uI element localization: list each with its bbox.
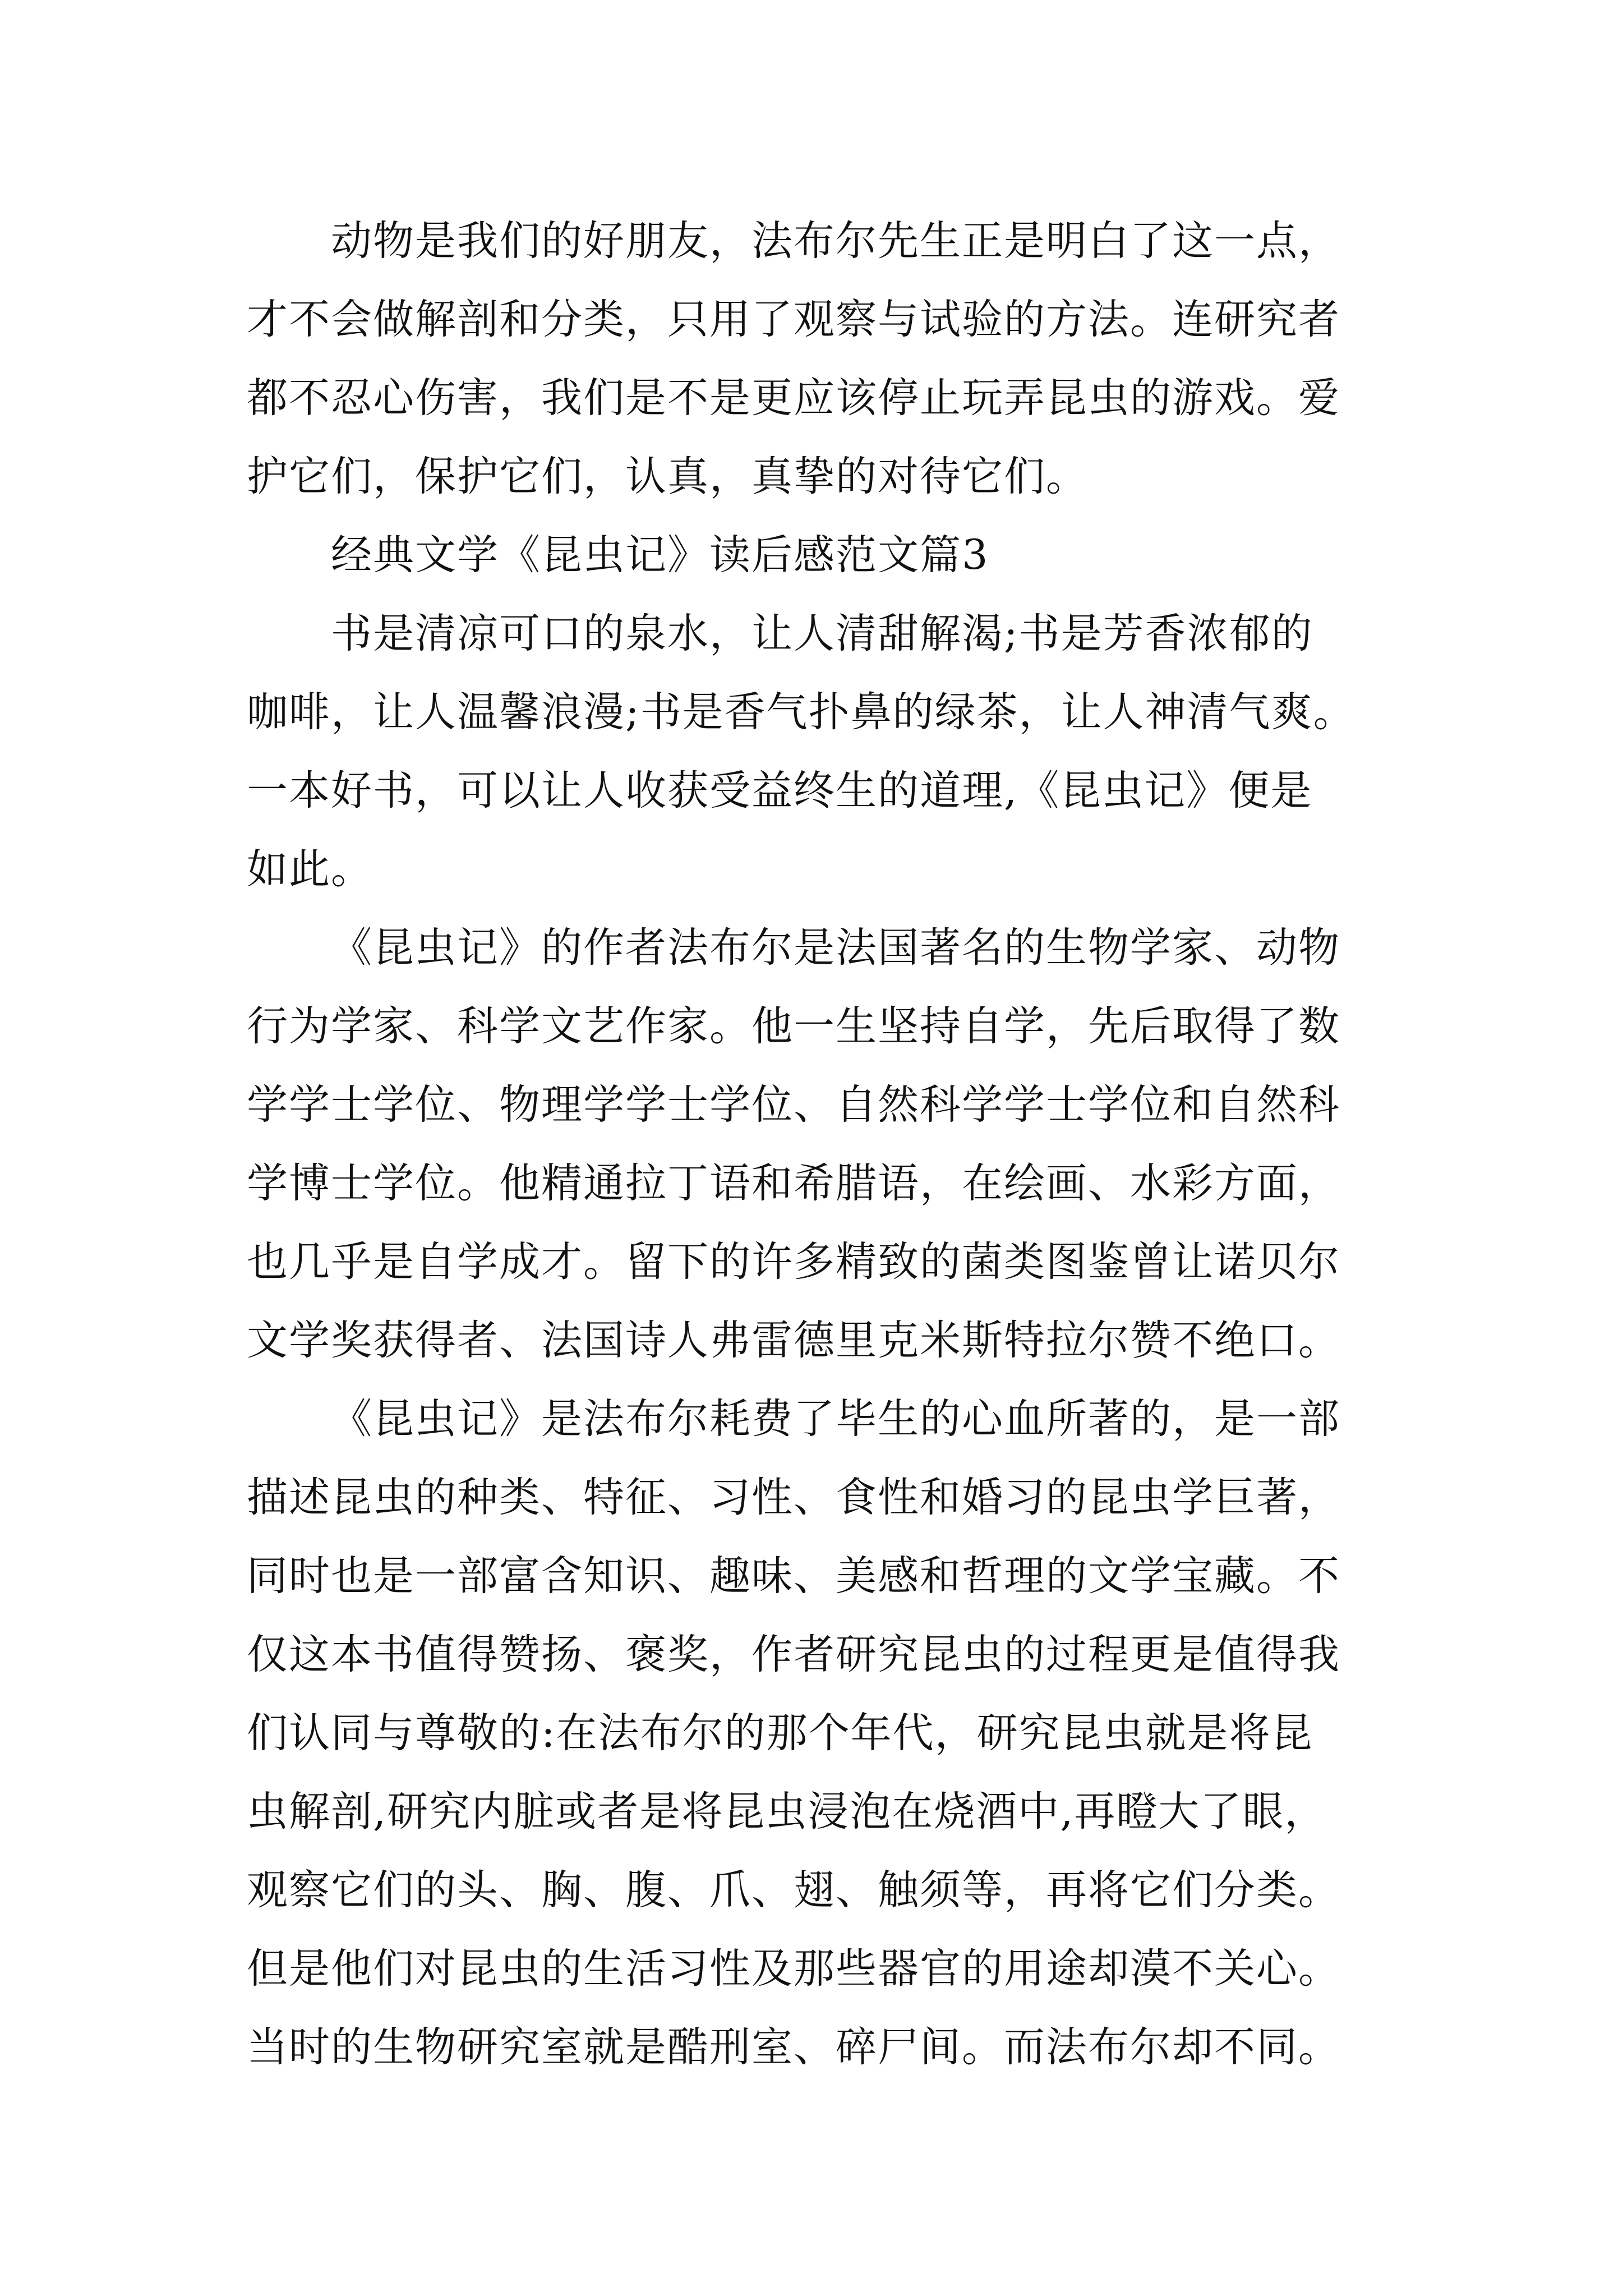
- text-line: 书是清凉可口的泉水，让人清甜解渴;书是芳香浓郁的: [331, 610, 1313, 657]
- text-line: 学博士学位。他精通拉丁语和希腊语，在绘画、水彩方面，: [247, 1159, 1340, 1207]
- text-line: 学学士学位、物理学学士学位、自然科学学士学位和自然科: [247, 1081, 1340, 1129]
- text-line: 描述昆虫的种类、特征、习性、食性和婚习的昆虫学巨著，: [247, 1474, 1340, 1521]
- text-line: 动物是我们的好朋友，法布尔先生正是明白了这一点，: [331, 217, 1340, 265]
- section-heading: 经典文学《昆虫记》读后感范文篇3: [331, 531, 989, 579]
- text-line: 护它们，保护它们，认真，真挚的对待它们。: [247, 453, 1088, 500]
- text-line: 虫解剖,研究内脏或者是将昆虫浸泡在烧酒中,再瞪大了眼，: [247, 1788, 1327, 1835]
- text-line: 仅这本书值得赞扬、褒奖，作者研究昆虫的过程更是值得我: [247, 1631, 1340, 1678]
- text-line: 《昆虫记》是法布尔耗费了毕生的心血所著的，是一部: [331, 1395, 1340, 1443]
- text-line: 咖啡，让人温馨浪漫;书是香气扑鼻的绿茶，让人神清气爽。: [247, 688, 1355, 736]
- text-line: 都不忍心伤害，我们是不是更应该停止玩弄昆虫的游戏。爱: [247, 374, 1340, 422]
- text-line: 当时的生物研究室就是酷刑室、碎尸间。而法布尔却不同。: [247, 2023, 1340, 2071]
- text-line: 也几乎是自学成才。留下的许多精致的菌类图鉴曾让诺贝尔: [247, 1238, 1340, 1286]
- text-line: 《昆虫记》的作者法布尔是法国著名的生物学家、动物: [331, 924, 1340, 972]
- text-line: 们认同与尊敬的:在法布尔的那个年代，研究昆虫就是将昆: [247, 1709, 1313, 1757]
- text-line: 文学奖获得者、法国诗人弗雷德里克米斯特拉尔赞不绝口。: [247, 1317, 1340, 1364]
- text-line: 同时也是一部富含知识、趣味、美感和哲理的文学宝藏。不: [247, 1552, 1340, 1600]
- text-line: 如此。: [247, 845, 373, 893]
- text-line: 才不会做解剖和分类，只用了观察与试验的方法。连研究者: [247, 296, 1340, 343]
- text-line: 观察它们的头、胸、腹、爪、翅、触须等，再将它们分类。: [247, 1866, 1340, 1914]
- document-body: [247, 202, 1391, 2087]
- text-line: 但是他们对昆虫的生活习性及那些器官的用途却漠不关心。: [247, 1945, 1340, 1993]
- text-line: 行为学家、科学文艺作家。他一生坚持自学，先后取得了数: [247, 1002, 1340, 1050]
- text-line: 一本好书，可以让人收获受益终生的道理,《昆虫记》便是: [247, 767, 1313, 815]
